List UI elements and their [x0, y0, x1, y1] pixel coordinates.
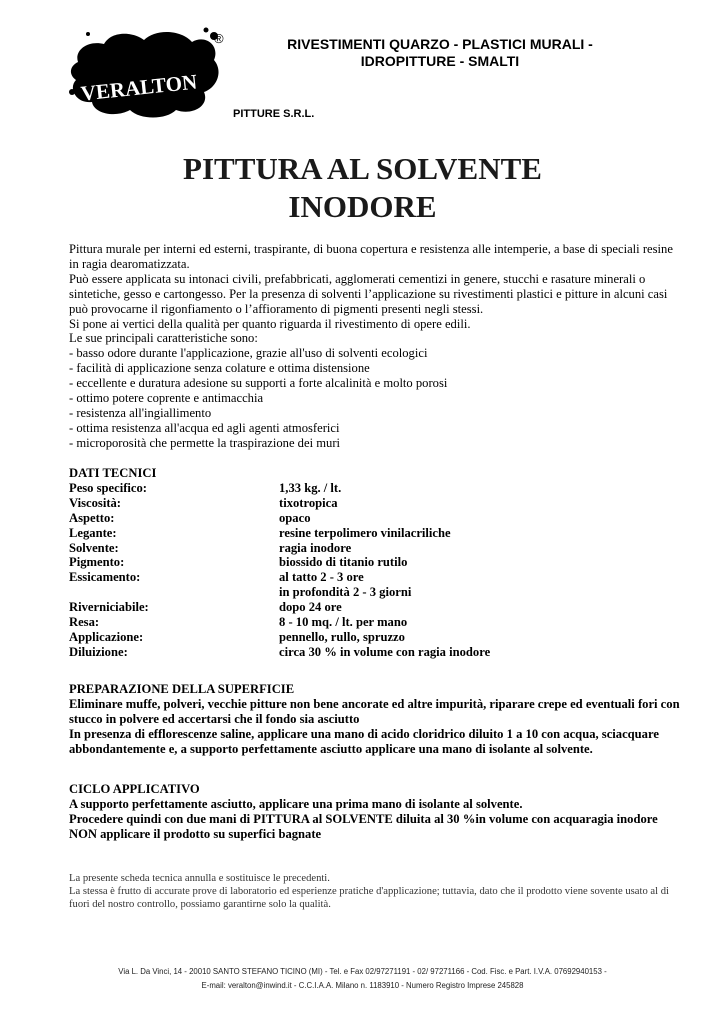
preparation-paragraph: Eliminare muffe, polveri, vecchie pitture non bene ancorate ed altre impurità, riparare crepe ed eventuali fori con stucco in polvere ed accertarsi che il fondo sia asciutto [69, 697, 680, 726]
cycle-section [69, 782, 689, 842]
spec-value: pennello, rullo, spruzzo [279, 629, 405, 644]
spec-value: circa 30 % in volume con ragia inodore [279, 644, 491, 659]
page-footer [0, 965, 725, 993]
spec-label [69, 585, 279, 600]
cycle-paragraph: A supporto perfettamente asciutto, applicare una prima mano di isolante al solvente. [69, 797, 523, 811]
note-line: La presente scheda tecnica annulla e sostituisce le precedenti. [69, 873, 330, 884]
note-line: La stessa è frutto di accurate prove di laboratorio ed esperienze pratiche d'applicazione; tuttavia, dato che il prodotto viene sovente usato al di fuori del nostro controllo, possiamo garantirne solo la qualità. [69, 886, 669, 910]
spec-row [69, 511, 689, 526]
tagline-line1: RIVESTIMENTI QUARZO - PLASTICI MURALI - [287, 36, 593, 52]
spec-value: dopo 24 ore [279, 600, 342, 615]
title-line1: PITTURA AL SOLVENTE [183, 151, 542, 186]
spec-label: Pigmento: [69, 555, 125, 570]
spec-row [69, 600, 689, 615]
disclaimer-note [69, 872, 689, 911]
spec-row [69, 541, 689, 556]
cycle-paragraph: NON applicare il prodotto su superfici bagnate [69, 827, 322, 841]
spec-row [69, 630, 689, 645]
logo-text: VERALTON [79, 69, 199, 106]
spec-value: resine terpolimero vinilacriliche [279, 525, 451, 540]
spec-value: al tatto 2 - 3 ore [279, 570, 364, 585]
feature-item: - microporosità che permette la traspirazione dei muri [69, 435, 341, 450]
description [69, 242, 684, 451]
feature-item: - eccellente e duratura adesione su supporti a forte alcalinità e molto porosi [69, 376, 448, 391]
cycle-paragraph: Procedere quindi con due mani di PITTURA al SOLVENTE diluita al 30 %in volume con acquaragia inodore [69, 812, 658, 826]
spec-value: in profondità 2 - 3 giorni [279, 585, 412, 600]
feature-item: - basso odore durante l'applicazione, grazie all'uso di solventi ecologici [69, 346, 428, 361]
footer-contact: E-mail: veralton@inwind.it - C.C.I.A.A. Milano n. 1183910 - Numero Registro Imprese 245828 [201, 981, 524, 990]
veralton-logo [64, 22, 224, 122]
spec-label: Aspetto: [69, 510, 115, 525]
spec-row [69, 526, 689, 541]
spec-label: Essicamento: [69, 570, 141, 585]
spec-value: ragia inodore [279, 540, 352, 555]
footer-address: Via L. Da Vinci, 14 - 20010 SANTO STEFANO TICINO (MI) - Tel. e Fax 02/97271191 - 02/ 97271166 - Cod. Fisc. e Part. I.V.A. 07692940153 - [118, 967, 607, 976]
cycle-heading: CICLO APPLICATIVO [69, 782, 200, 796]
tagline-line2: IDROPITTURE - SMALTI [360, 53, 520, 69]
registered-mark: ® [214, 31, 224, 46]
spec-label: Viscosità: [69, 495, 121, 510]
feature-item: - ottima resistenza all'acqua ed agli agenti atmosferici [69, 420, 340, 435]
features-intro: Le sue principali caratteristiche sono: [69, 331, 258, 346]
feature-item: - resistenza all'ingiallimento [69, 405, 212, 420]
tagline [240, 36, 640, 70]
technical-data [69, 481, 689, 660]
technical-heading: DATI TECNICI [69, 466, 157, 480]
description-paragraph: Pittura murale per interni ed esterni, traspirante, di buona copertura e resistenza alle intemperie, a base di speciali resine in ragia dearomatizzata. [69, 242, 673, 271]
spec-label: Riverniciabile: [69, 600, 149, 615]
spec-row [69, 481, 689, 496]
spec-label: Legante: [69, 525, 117, 540]
spec-row [69, 585, 689, 600]
spec-value: 1,33 kg. / lt. [279, 481, 342, 495]
spec-value: tixotropica [279, 495, 338, 510]
description-paragraph: Può essere applicata su intonaci civili, prefabbricati, agglomerati cementizi in genere, stucchi e rasature minerali o sintetiche, gesso e cartongesso. Per la presenza di solventi l’applicazione su rivestimenti plastici e pitture in alcuni casi può provocarne il rigonfiamento o l’affioramento di pigmenti presenti negli stessi. [69, 271, 668, 316]
spec-label: Diluizione: [69, 644, 128, 659]
spec-row [69, 645, 689, 660]
feature-item: - ottimo potere coprente e antimacchia [69, 391, 264, 406]
spec-row [69, 496, 689, 511]
spec-value: biossido di titanio rutilo [279, 555, 408, 570]
feature-item: - facilità di applicazione senza colature e ottima distensione [69, 361, 370, 376]
spec-value: opaco [279, 510, 311, 525]
spec-row [69, 555, 689, 570]
description-paragraph: Si pone ai vertici della qualità per quanto riguarda il rivestimento di opere edili. [69, 316, 471, 331]
spec-row [69, 570, 689, 585]
spec-label: Applicazione: [69, 629, 144, 644]
preparation-heading: PREPARAZIONE DELLA SUPERFICIE [69, 682, 295, 696]
spec-label: Resa: [69, 615, 100, 630]
page-title [0, 150, 725, 226]
company-name: PITTURE S.R.L. [233, 108, 315, 120]
title-line2: INODORE [288, 189, 437, 224]
preparation-paragraph: In presenza di efflorescenze saline, applicare una mano di acido cloridrico diluito 1 a 10 con acqua, sciacquare abbondantemente e, a supporto perfettamente asciutto applicare una mano di isolante al solvente. [69, 727, 659, 756]
preparation-section [69, 682, 689, 757]
spec-label: Peso specifico: [69, 481, 147, 495]
spec-row [69, 615, 689, 630]
spec-value: 8 - 10 mq. / lt. per mano [279, 615, 408, 630]
logo-ink-blot [64, 22, 224, 122]
spec-label: Solvente: [69, 540, 119, 555]
